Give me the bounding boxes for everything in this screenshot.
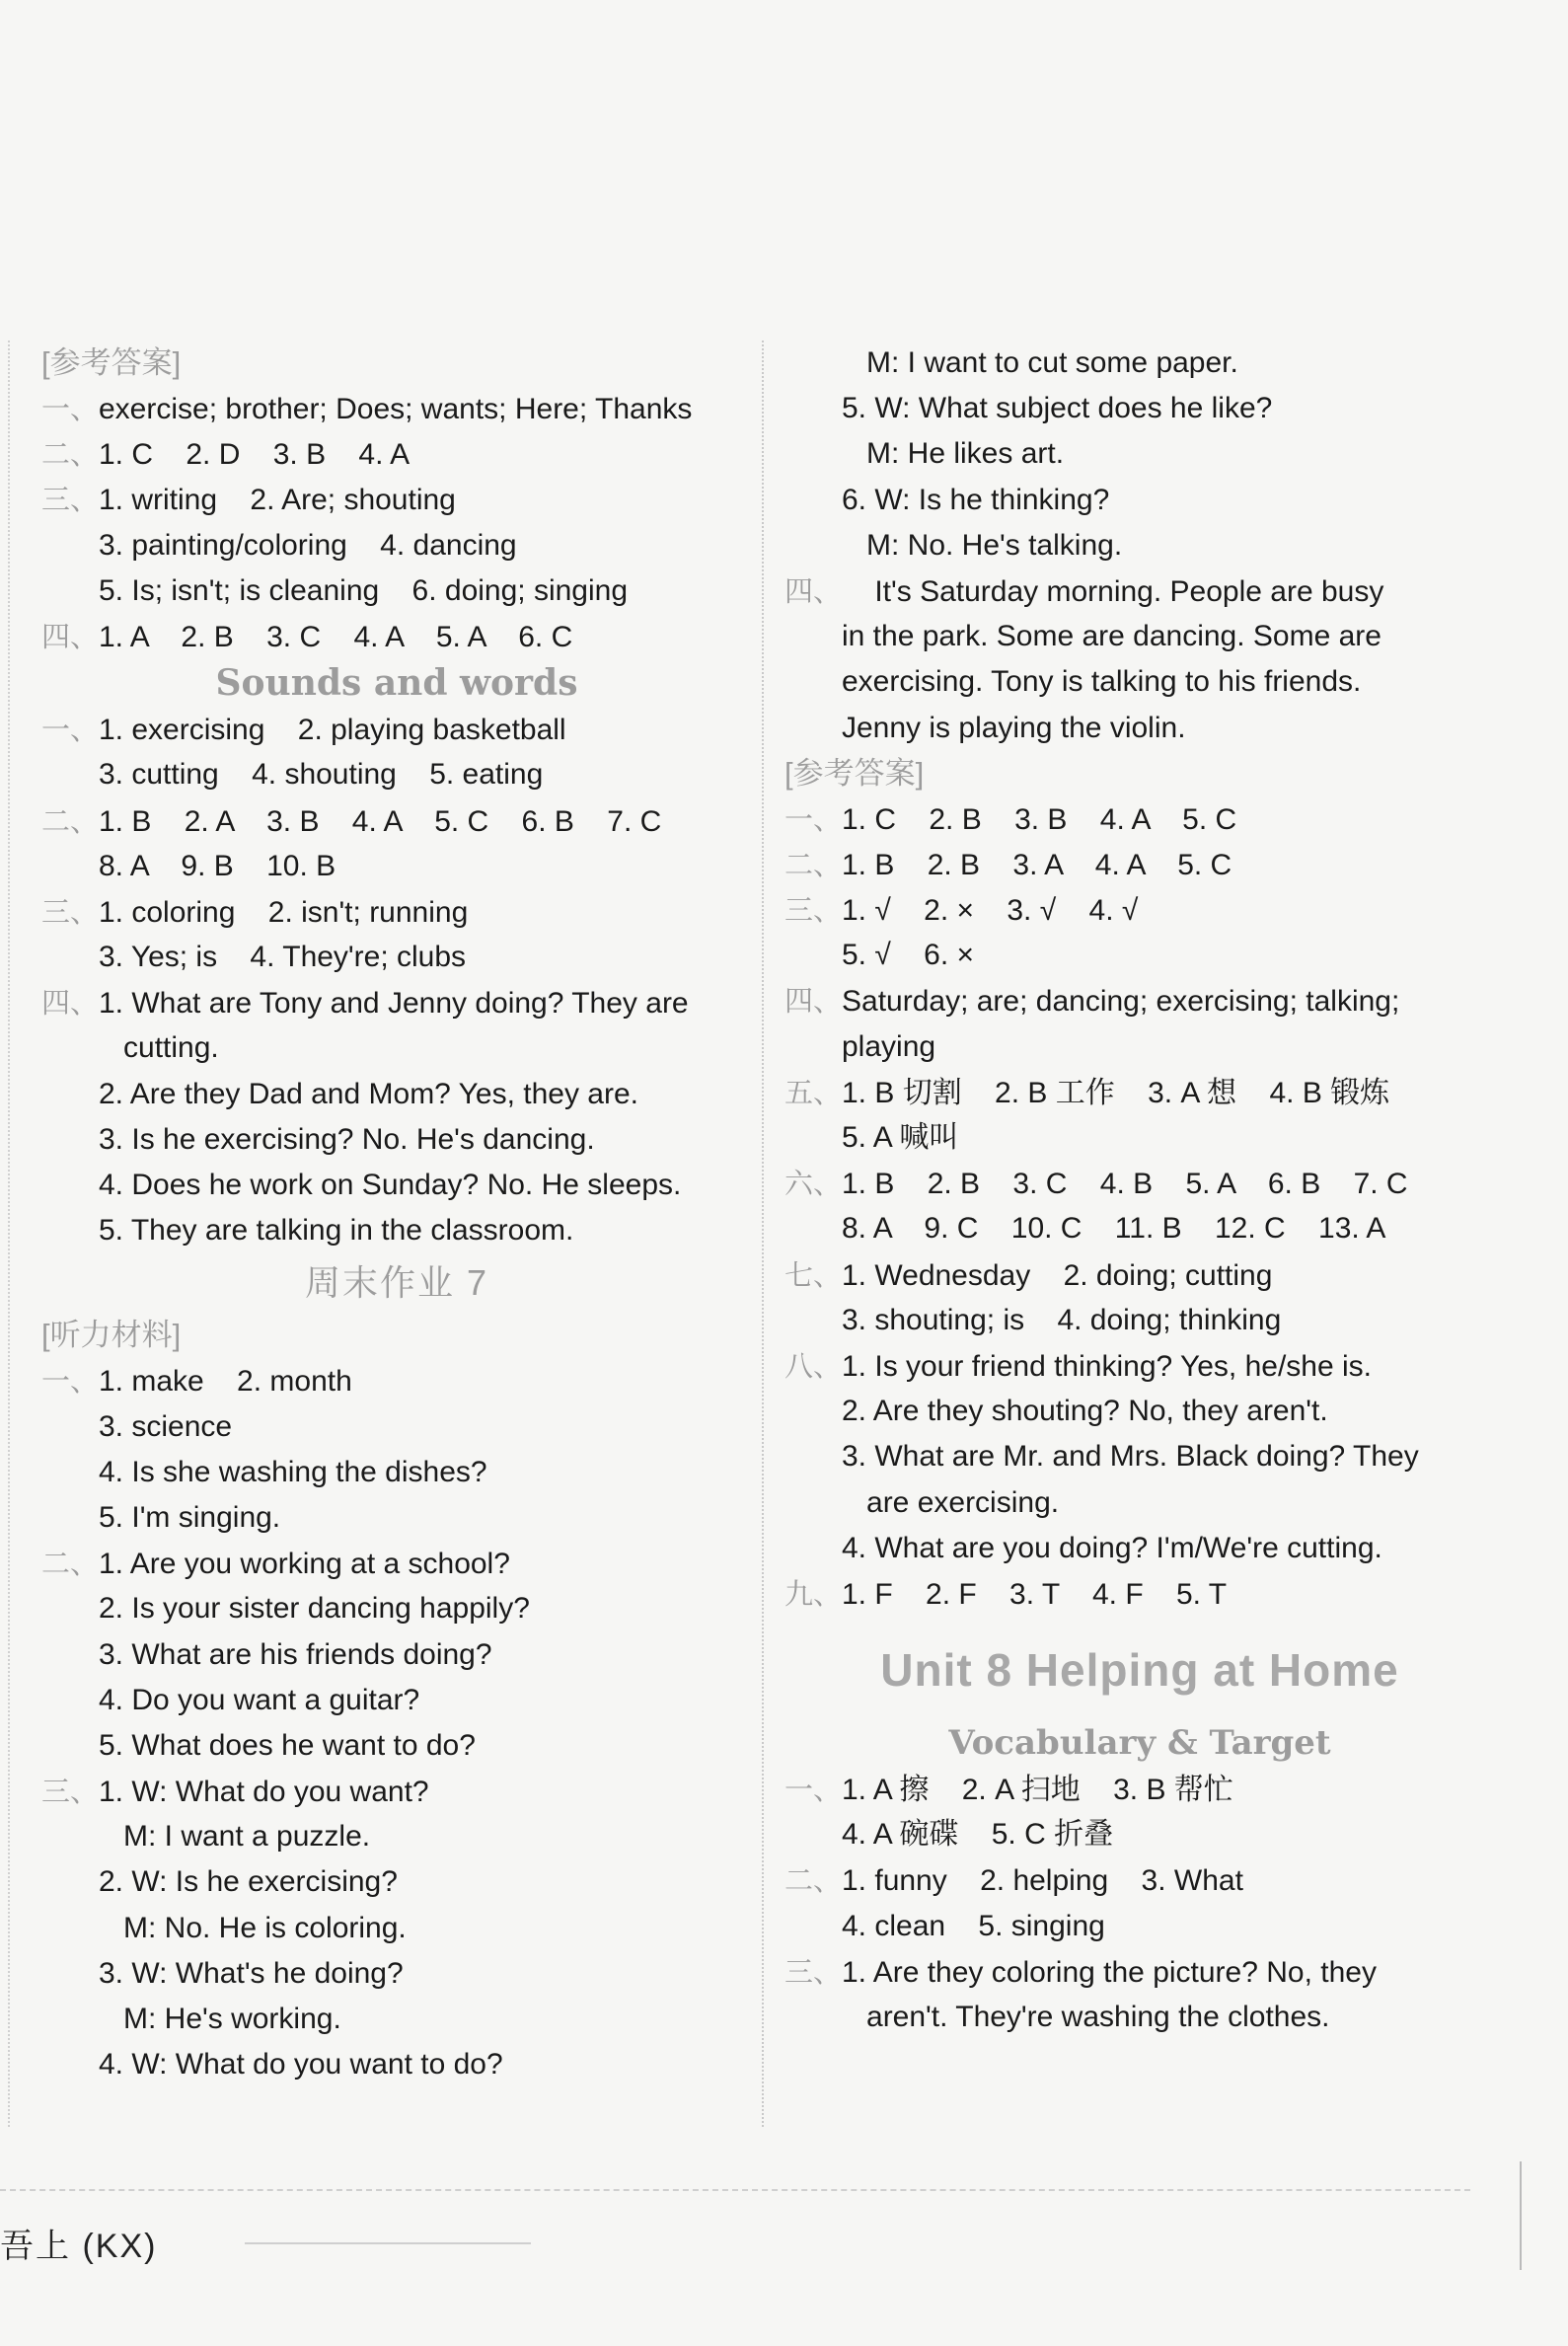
answer-line — [41, 798, 752, 844]
answer-text: 2. Is your sister dancing happily? — [99, 1592, 530, 1626]
item-number-mark: 二、 — [41, 803, 100, 838]
answer-line — [784, 523, 1495, 568]
answer-line — [784, 1857, 1495, 1903]
answer-text: 3. cutting 4. shouting 5. eating — [99, 758, 544, 792]
answer-text: 1. Are you working at a school? — [99, 1548, 510, 1581]
answer-line — [41, 1450, 752, 1495]
listening-list — [41, 1358, 752, 2087]
answer-line — [41, 614, 752, 659]
answer-line — [41, 386, 752, 431]
item-number-mark: 一、 — [41, 1364, 100, 1399]
answer-line — [784, 568, 1495, 614]
answer-line — [41, 1814, 752, 1859]
item-number-mark: 五、 — [784, 1075, 843, 1109]
answer-line — [784, 1298, 1495, 1343]
footer-rule — [0, 2189, 1470, 2191]
answer-text: 1. What are Tony and Jenny doing? They are — [99, 987, 689, 1021]
answer-text: 6. W: Is he thinking? — [842, 483, 1110, 516]
answer-text: 1. writing 2. Are; shouting — [99, 484, 456, 517]
answer-text: 5. They are talking in the classroom. — [99, 1214, 574, 1248]
section-title-sounds: Sounds and words — [215, 662, 578, 705]
item-number-mark: 七、 — [784, 1257, 843, 1292]
answer-text: 4. W: What do you want to do? — [99, 2048, 503, 2081]
answer-line — [41, 1906, 752, 1951]
answer-text: M: I want a puzzle. — [99, 1820, 371, 1854]
answer-text: 5. A 喊叫 — [842, 1121, 959, 1154]
answer-text: 1. B 2. B 3. A 4. A 5. C — [842, 848, 1232, 881]
answer-text: 3. What are his friends doing? — [99, 1637, 492, 1671]
answer-text: 5. √ 6. × — [842, 939, 975, 972]
answer-line — [41, 1859, 752, 1905]
answer-text: 2. Are they Dad and Mom? Yes, they are. — [99, 1077, 639, 1110]
answer-line — [41, 1541, 752, 1586]
answer-line — [41, 1404, 752, 1450]
answer-line — [41, 568, 752, 614]
edge-mark — [1520, 2161, 1522, 2270]
answer-text: 8. A 9. C 10. C 11. B 12. C 13. A — [842, 1212, 1386, 1246]
item-number-mark: 三、 — [41, 483, 100, 517]
answer-text: M: He likes art. — [842, 437, 1065, 471]
answer-text: 1. make 2. month — [99, 1365, 352, 1399]
answer-line — [784, 706, 1495, 751]
answer-text: playing — [842, 1029, 936, 1063]
item-number-mark: 一、 — [41, 392, 100, 425]
sounds-list — [41, 707, 752, 1253]
answer-line — [784, 341, 1495, 386]
left-margin-rule — [8, 341, 10, 2127]
answer-line — [41, 1678, 752, 1723]
left-column — [41, 341, 752, 2087]
answer-line — [784, 1434, 1495, 1479]
answer-line — [41, 1586, 752, 1631]
answer-text: 4. Do you want a guitar? — [99, 1683, 420, 1716]
answer-text: It's Saturday morning. People are busy — [842, 574, 1384, 608]
answer-text: 1. F 2. F 3. T 4. F 5. T — [842, 1577, 1228, 1611]
answer-line — [784, 614, 1495, 659]
item-number-mark: 二、 — [41, 437, 100, 472]
answer-line — [784, 1571, 1495, 1617]
answers-list-1 — [41, 386, 752, 659]
answer-line — [784, 1995, 1495, 2040]
vocab-list — [784, 1767, 1495, 2040]
answer-text: 5. W: What subject does he like? — [842, 392, 1273, 425]
item-number-mark: 三、 — [784, 893, 843, 928]
answer-line — [784, 842, 1495, 887]
answer-line — [784, 978, 1495, 1023]
answer-text: 3. W: What's he doing? — [99, 1956, 404, 1990]
answer-line — [41, 1495, 752, 1541]
answer-text: 1. Are they coloring the picture? No, they — [842, 1955, 1377, 1989]
answer-text: 1. B 2. B 3. C 4. B 5. A 6. B 7. C — [842, 1168, 1408, 1201]
answer-line — [41, 1117, 752, 1163]
answer-text: 8. A 9. B 10. B — [99, 849, 336, 882]
answer-line — [41, 1951, 752, 1997]
answer-line — [41, 1025, 752, 1071]
section-title-weekend: 周末作业 7 — [304, 1262, 489, 1304]
answer-line — [41, 707, 752, 752]
answer-line — [41, 523, 752, 568]
answer-line — [784, 1767, 1495, 1812]
answer-line — [41, 1723, 752, 1769]
footer-label: 吾上 (KX) — [0, 2228, 158, 2265]
answer-line — [784, 1526, 1495, 1571]
answer-text: are exercising. — [842, 1485, 1060, 1519]
answer-line — [41, 752, 752, 797]
answer-text: 1. C 2. D 3. B 4. A — [99, 438, 411, 472]
footer-blank-line — [245, 2242, 531, 2244]
unit-title: Unit 8 Helping at Home — [880, 1644, 1399, 1697]
answer-line — [784, 887, 1495, 933]
answer-text: 3. painting/coloring 4. dancing — [99, 528, 517, 562]
answer-text: 3. Is he exercising? No. He's dancing. — [99, 1122, 595, 1156]
answer-line — [41, 1358, 752, 1403]
item-number-mark: 一、 — [784, 801, 843, 836]
answer-text: 5. I'm singing. — [99, 1500, 281, 1534]
answer-text: cutting. — [99, 1031, 219, 1065]
answer-text: Jenny is playing the violin. — [842, 711, 1186, 744]
answer-line — [41, 844, 752, 889]
answer-line — [784, 659, 1495, 705]
answer-text: M: I want to cut some paper. — [842, 346, 1238, 379]
answer-text: 1. B 切割 2. B 工作 3. A 想 4. B 锻炼 — [842, 1076, 1390, 1109]
answer-text: 2. Are they shouting? No, they aren't. — [842, 1395, 1328, 1428]
answer-line — [41, 2042, 752, 2087]
answer-line — [41, 477, 752, 522]
item-number-mark: 二、 — [784, 847, 843, 881]
item-number-mark: 三、 — [41, 1775, 100, 1809]
answer-text: 1. exercising 2. playing basketball — [99, 714, 566, 747]
column-divider — [762, 341, 764, 2127]
answer-text: exercise; brother; Does; wants; Here; Thanks — [99, 393, 693, 425]
answer-line — [784, 933, 1495, 978]
answer-line — [41, 431, 752, 477]
answers-label-2: [参考答案] — [784, 755, 925, 791]
answer-text: Saturday; are; dancing; exercising; talking; — [842, 985, 1400, 1019]
item-number-mark: 九、 — [784, 1576, 843, 1611]
right-column — [784, 341, 1495, 2040]
answer-text: 1. Wednesday 2. doing; cutting — [842, 1258, 1273, 1292]
answer-line — [784, 796, 1495, 842]
answer-text: 4. What are you doing? I'm/We're cutting. — [842, 1531, 1382, 1564]
answer-line — [784, 1949, 1495, 1995]
answer-text: M: No. He is coloring. — [99, 1911, 407, 1944]
answer-line — [41, 1997, 752, 2042]
section-title-vocab: Vocabulary & Target — [948, 1723, 1331, 1764]
answer-text: 4. A 碗碟 5. C 折叠 — [842, 1818, 1114, 1852]
answer-line — [41, 980, 752, 1025]
answer-text: 5. Is; isn't; is cleaning 6. doing; singing — [99, 573, 629, 607]
answer-line — [784, 1070, 1495, 1115]
answer-text: 1. C 2. B 3. B 4. A 5. C — [842, 802, 1237, 836]
answer-line — [784, 1904, 1495, 1949]
answer-text: aren't. They're washing the clothes. — [842, 2001, 1330, 2033]
item-number-mark: 一、 — [784, 1773, 843, 1807]
answer-line — [784, 1206, 1495, 1251]
answer-text: 3. shouting; is 4. doing; thinking — [842, 1303, 1282, 1336]
answer-text: exercising. Tony is talking to his friends. — [842, 665, 1362, 699]
item-number-mark: 三、 — [784, 1954, 843, 1989]
answer-text: M: He's working. — [99, 2003, 341, 2035]
answer-text: 1. funny 2. helping 3. What — [842, 1864, 1243, 1898]
answer-line — [784, 478, 1495, 523]
answer-text: 1. coloring 2. isn't; running — [99, 895, 469, 929]
answer-line — [784, 1812, 1495, 1857]
answer-line — [41, 1208, 752, 1253]
answer-line — [41, 889, 752, 935]
item-number-mark: 四、 — [784, 984, 843, 1019]
item-number-mark: 四、 — [41, 986, 100, 1021]
answers-list-2 — [784, 796, 1495, 1617]
item-number-mark: 四、 — [784, 573, 843, 608]
answer-text: 1. W: What do you want? — [99, 1776, 429, 1809]
answer-text: 1. A 2. B 3. C 4. A 5. A 6. C — [99, 620, 573, 653]
answer-line — [784, 386, 1495, 431]
item-number-mark: 八、 — [784, 1348, 843, 1383]
answer-line — [784, 1343, 1495, 1389]
answer-text: 1. B 2. A 3. B 4. A 5. C 6. B 7. C — [99, 804, 662, 838]
item-number-mark: 三、 — [41, 894, 100, 929]
answer-text: 3. What are Mr. and Mrs. Black doing? They — [842, 1440, 1419, 1474]
answer-text: 5. What does he want to do? — [99, 1728, 476, 1762]
answer-line — [784, 1115, 1495, 1161]
answer-text: in the park. Some are dancing. Some are — [842, 620, 1381, 653]
answer-text: 4. Is she washing the dishes? — [99, 1455, 487, 1488]
item-number-mark: 一、 — [41, 713, 100, 747]
answer-line — [784, 1161, 1495, 1206]
answer-text: 1. √ 2. × 3. √ 4. √ — [842, 894, 1139, 928]
answer-line — [784, 431, 1495, 477]
answer-line — [784, 1389, 1495, 1434]
answer-text: 3. science — [99, 1409, 233, 1443]
answer-text: 1. Is your friend thinking? Yes, he/she is. — [842, 1349, 1372, 1383]
answer-text: 2. W: Is he exercising? — [99, 1865, 398, 1899]
item-number-mark: 二、 — [41, 1547, 100, 1581]
answer-line — [41, 935, 752, 980]
answer-line — [784, 1252, 1495, 1298]
item-number-mark: 六、 — [784, 1167, 843, 1201]
answers-label: [参考答案] — [41, 345, 182, 380]
answer-line — [41, 1163, 752, 1208]
answer-text: 1. A 擦 2. A 扫地 3. B 帮忙 — [842, 1774, 1233, 1807]
item-number-mark: 四、 — [41, 619, 100, 653]
listening-label: [听力材料] — [41, 1318, 182, 1353]
answer-text: 4. clean 5. singing — [842, 1909, 1105, 1942]
listening-continued-list — [784, 341, 1495, 751]
answer-text: 3. Yes; is 4. They're; clubs — [99, 941, 467, 974]
answer-line — [784, 1024, 1495, 1070]
answer-text: M: No. He's talking. — [842, 528, 1123, 562]
answer-line — [41, 1769, 752, 1814]
answer-line — [41, 1072, 752, 1117]
answer-line — [784, 1480, 1495, 1526]
item-number-mark: 二、 — [784, 1863, 843, 1898]
answer-text: 4. Does he work on Sunday? No. He sleeps. — [99, 1169, 682, 1201]
answer-line — [41, 1632, 752, 1678]
